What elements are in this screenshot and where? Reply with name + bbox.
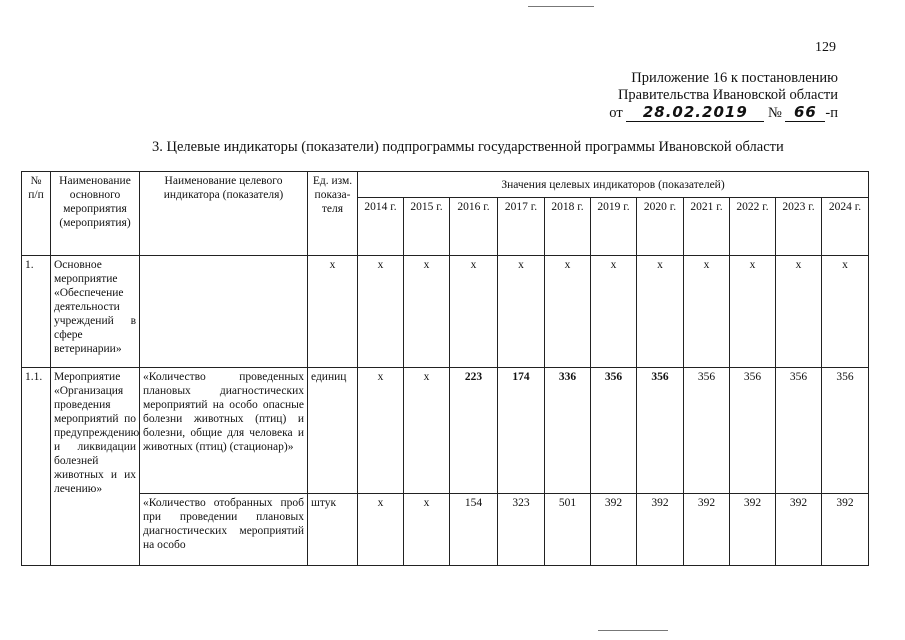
year-header: 2015 г. <box>404 198 450 256</box>
table-row <box>22 256 869 368</box>
value-cell: x <box>822 256 869 368</box>
row-unit: x <box>308 256 358 368</box>
value-cell: 356 <box>637 368 684 494</box>
scan-mark-top <box>528 6 594 7</box>
row-activity: Основное мероприятие «Обеспечение деятельности учреждений в сфере ветеринарии» <box>51 256 140 368</box>
value-cell: 392 <box>591 494 637 566</box>
value-cell: 501 <box>545 494 591 566</box>
table-row <box>22 368 869 494</box>
page-number: 129 <box>815 40 836 55</box>
row-unit: единиц <box>308 368 358 494</box>
header-unit: Ед. изм. показа-теля <box>308 172 358 256</box>
row-unit: штук <box>308 494 358 566</box>
year-header: 2023 г. <box>776 198 822 256</box>
value-cell: x <box>450 256 498 368</box>
value-cell: x <box>358 494 404 566</box>
document-title: 3. Целевые индикаторы (показатели) подпрограммы государственной программы Ивановской области <box>152 139 784 155</box>
value-cell: 356 <box>684 368 730 494</box>
value-cell: 392 <box>684 494 730 566</box>
year-header: 2019 г. <box>591 198 637 256</box>
value-cell: x <box>730 256 776 368</box>
value-cell: 154 <box>450 494 498 566</box>
header-indicator: Наименование целевого индикатора (показателя) <box>140 172 308 256</box>
value-cell: x <box>358 256 404 368</box>
value-cell: x <box>776 256 822 368</box>
year-header: 2017 г. <box>498 198 545 256</box>
value-cell: x <box>637 256 684 368</box>
year-header: 2021 г. <box>684 198 730 256</box>
value-cell: x <box>404 494 450 566</box>
row-indicator: «Количество проведенных плановых диагностических мероприятий на особо опасные болезни животных (птиц) и болезни, общие для человека и животных (птиц) (стационар)» <box>140 368 308 494</box>
value-cell: 356 <box>730 368 776 494</box>
value-cell: 356 <box>822 368 869 494</box>
row-indicator: «Количество отобранных проб при проведении плановых диагностических мероприятий на особо <box>140 494 308 566</box>
value-cell: 336 <box>545 368 591 494</box>
appendix-header <box>609 70 838 122</box>
year-header: 2014 г. <box>358 198 404 256</box>
value-cell: 356 <box>591 368 637 494</box>
value-cell: 392 <box>637 494 684 566</box>
value-cell: x <box>498 256 545 368</box>
value-cell: 323 <box>498 494 545 566</box>
row-activity: Мероприятие «Организация проведения мероприятий по предупреждению и ликвидации болезней животных и их лечению» <box>51 368 140 566</box>
year-header: 2020 г. <box>637 198 684 256</box>
year-header: 2018 г. <box>545 198 591 256</box>
value-cell: 223 <box>450 368 498 494</box>
appendix-number: 66 <box>785 104 825 122</box>
value-cell: 392 <box>776 494 822 566</box>
year-header: 2016 г. <box>450 198 498 256</box>
appendix-line-2: Правительства Ивановской области <box>617 87 838 103</box>
value-cell: x <box>404 368 450 494</box>
year-header: 2024 г. <box>822 198 869 256</box>
value-cell: x <box>591 256 637 368</box>
value-cell: x <box>404 256 450 368</box>
table-row <box>22 494 869 566</box>
appendix-line-3 <box>609 104 838 122</box>
value-cell: 392 <box>730 494 776 566</box>
row-indicator <box>140 256 308 368</box>
header-num: № п/п <box>22 172 51 256</box>
value-cell: 392 <box>822 494 869 566</box>
value-cell: 356 <box>776 368 822 494</box>
scan-mark-bottom <box>598 630 668 631</box>
appendix-number-suffix: -п <box>825 105 838 121</box>
appendix-line-1: Приложение 16 к постановлению <box>631 70 838 86</box>
row-num: 1.1. <box>22 368 51 566</box>
value-cell: x <box>545 256 591 368</box>
appendix-date-prefix: от <box>609 105 623 121</box>
year-header: 2022 г. <box>730 198 776 256</box>
indicators-table <box>21 171 869 566</box>
row-num: 1. <box>22 256 51 368</box>
appendix-date: 28.02.2019 <box>626 104 764 122</box>
header-activity: Наименование основного мероприятия (мероприятия) <box>51 172 140 256</box>
appendix-number-prefix: № <box>767 105 782 121</box>
header-values-group: Значения целевых индикаторов (показателей) <box>358 172 869 198</box>
value-cell: x <box>358 368 404 494</box>
value-cell: 174 <box>498 368 545 494</box>
value-cell: x <box>684 256 730 368</box>
